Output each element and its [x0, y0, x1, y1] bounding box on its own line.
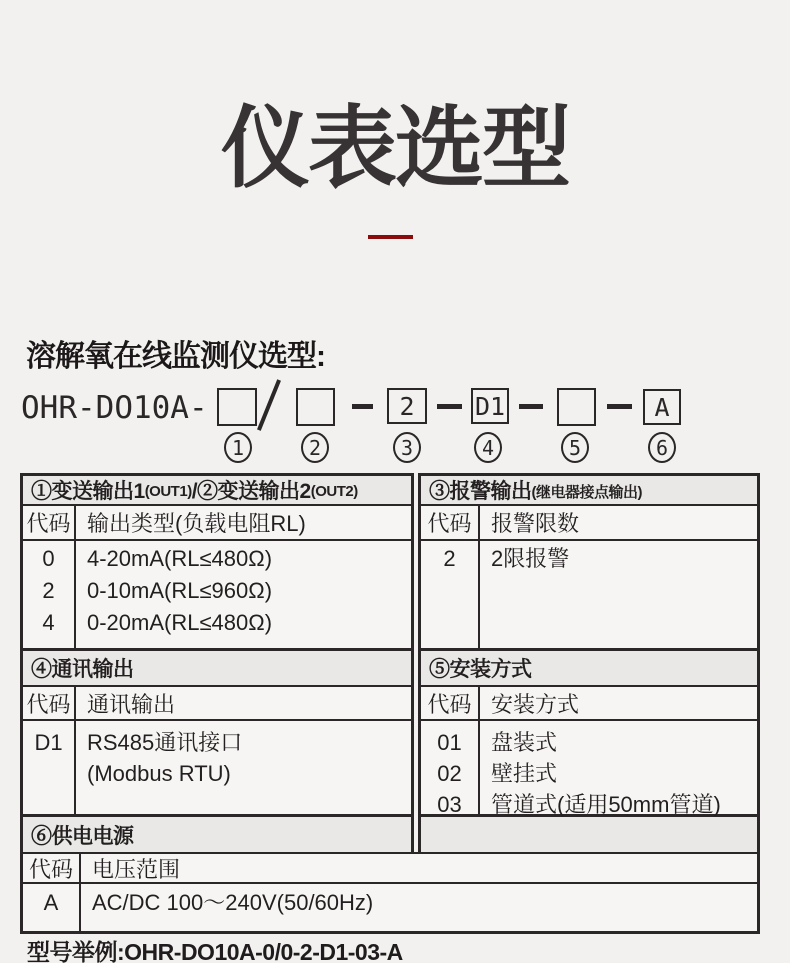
- desc-values-cell: [76, 541, 411, 648]
- code-header-cell: 代码: [23, 506, 76, 539]
- code-header-cell: 代码: [23, 854, 81, 882]
- section6-title: ⑥供电电源: [31, 824, 134, 848]
- model-slot-box-5: [557, 388, 596, 426]
- example-value: OHR-DO10A-0/0-2-D1-03-A: [124, 939, 403, 963]
- section1-left-title-2: /②变送输出2: [191, 480, 311, 503]
- desc-values-cell: [480, 541, 757, 648]
- out2-label: (OUT2): [310, 483, 358, 500]
- example-label: 型号举例:: [27, 939, 125, 963]
- title-underline: [368, 235, 413, 239]
- mount-type: 盘装式: [491, 730, 558, 755]
- section1-left-column-headers: [23, 506, 411, 541]
- code-value: D1: [34, 730, 63, 755]
- section4-title: ④通讯输出: [31, 658, 134, 681]
- dash-separator: [607, 404, 632, 409]
- output-type: 0-20mA(RL≤480Ω): [87, 610, 273, 635]
- mount-type: 壁挂式: [491, 761, 558, 786]
- section6-header: [23, 817, 411, 852]
- model-slot-box-6: A: [643, 389, 681, 425]
- code-header-cell: 代码: [421, 687, 480, 719]
- code-values-cell: [23, 884, 81, 931]
- dash-separator: [519, 404, 543, 409]
- section1-left-body: [23, 541, 411, 651]
- section3-column-headers: [421, 506, 757, 541]
- section6-column-headers: [23, 854, 757, 884]
- code-value: 02: [437, 761, 462, 786]
- code-header-cell: 代码: [421, 506, 480, 539]
- comm-interface: RS485通讯接口: [87, 730, 243, 755]
- code-value: 03: [437, 792, 462, 817]
- section6-body: [23, 884, 757, 931]
- slot-number-2: 2: [301, 432, 329, 463]
- section1-left-header: [23, 476, 411, 506]
- section3-header: [421, 476, 757, 506]
- section5-header: [421, 651, 757, 687]
- relay-output-label: (继电器接点输出): [531, 484, 642, 501]
- output-type: 0-10mA(RL≤960Ω): [87, 578, 273, 603]
- section4-body: [23, 721, 411, 817]
- voltage-range: AC/DC 100～240V(50/60Hz): [92, 890, 374, 915]
- code-value: 2: [443, 546, 456, 571]
- mount-header-cell: 安装方式: [491, 691, 580, 717]
- code-value: 2: [42, 578, 55, 603]
- code-value: A: [43, 890, 59, 915]
- dash-separator: [352, 404, 373, 409]
- out1-label: (OUT1): [144, 483, 192, 500]
- voltage-header-cell: 电压范围: [92, 856, 181, 882]
- section3-body: [421, 541, 757, 651]
- dash-separator: [437, 404, 462, 409]
- alarm-header-cell: 报警限数: [491, 511, 580, 536]
- code-values-cell: [23, 721, 76, 814]
- section5-column-headers: [421, 687, 757, 721]
- model-slot-box-2: [296, 388, 335, 426]
- model-prefix: OHR-DO10A-: [21, 390, 208, 426]
- model-slot-box-3: 2: [387, 388, 427, 424]
- section5-body: [421, 721, 757, 817]
- mount-type: 管道式(适用50mm管道): [491, 792, 721, 817]
- model-slot-box-1: [217, 388, 257, 426]
- section3-title: ③报警输出: [429, 480, 532, 503]
- page-title: 仪表选型: [221, 98, 569, 198]
- section4-header: [23, 651, 411, 687]
- desc-values-cell: [480, 721, 757, 817]
- code-value: 4: [42, 610, 55, 635]
- desc-values-cell: [76, 721, 411, 814]
- section1-left-title: ①变送输出1: [31, 480, 145, 503]
- type-header-cell: 输出类型(负载电阻RL): [87, 511, 306, 536]
- comm-protocol: (Modbus RTU): [87, 761, 231, 786]
- section6-header-right-stub: [421, 817, 757, 852]
- selector-table-right-column: [418, 473, 760, 852]
- slot-number-4: 4: [474, 432, 502, 463]
- code-values-cell: [421, 541, 480, 648]
- slash-divider: [257, 379, 280, 430]
- slot-number-6: 6: [648, 432, 676, 463]
- slot-number-1: 1: [224, 432, 252, 463]
- desc-values-cell: [81, 884, 757, 931]
- model-slot-box-4: D1: [471, 388, 509, 424]
- code-value: 0: [42, 546, 55, 571]
- section-subtitle: 溶解氧在线监测仪选型:: [26, 340, 325, 373]
- section4-column-headers: [23, 687, 411, 721]
- selector-table-left-column: [20, 473, 414, 852]
- slot-number-3: 3: [393, 432, 421, 463]
- section5-title: ⑤安装方式: [429, 658, 532, 681]
- code-values-cell: [421, 721, 480, 817]
- comm-header-cell: 通讯输出: [87, 691, 176, 717]
- model-example-line: [27, 934, 403, 963]
- code-value: 01: [437, 730, 462, 755]
- slot-number-5: 5: [561, 432, 589, 463]
- code-header-cell: 代码: [23, 687, 76, 719]
- section6-table: [20, 852, 760, 934]
- alarm-limit: 2限报警: [491, 546, 570, 571]
- code-values-cell: [23, 541, 76, 648]
- output-type: 4-20mA(RL≤480Ω): [87, 546, 273, 571]
